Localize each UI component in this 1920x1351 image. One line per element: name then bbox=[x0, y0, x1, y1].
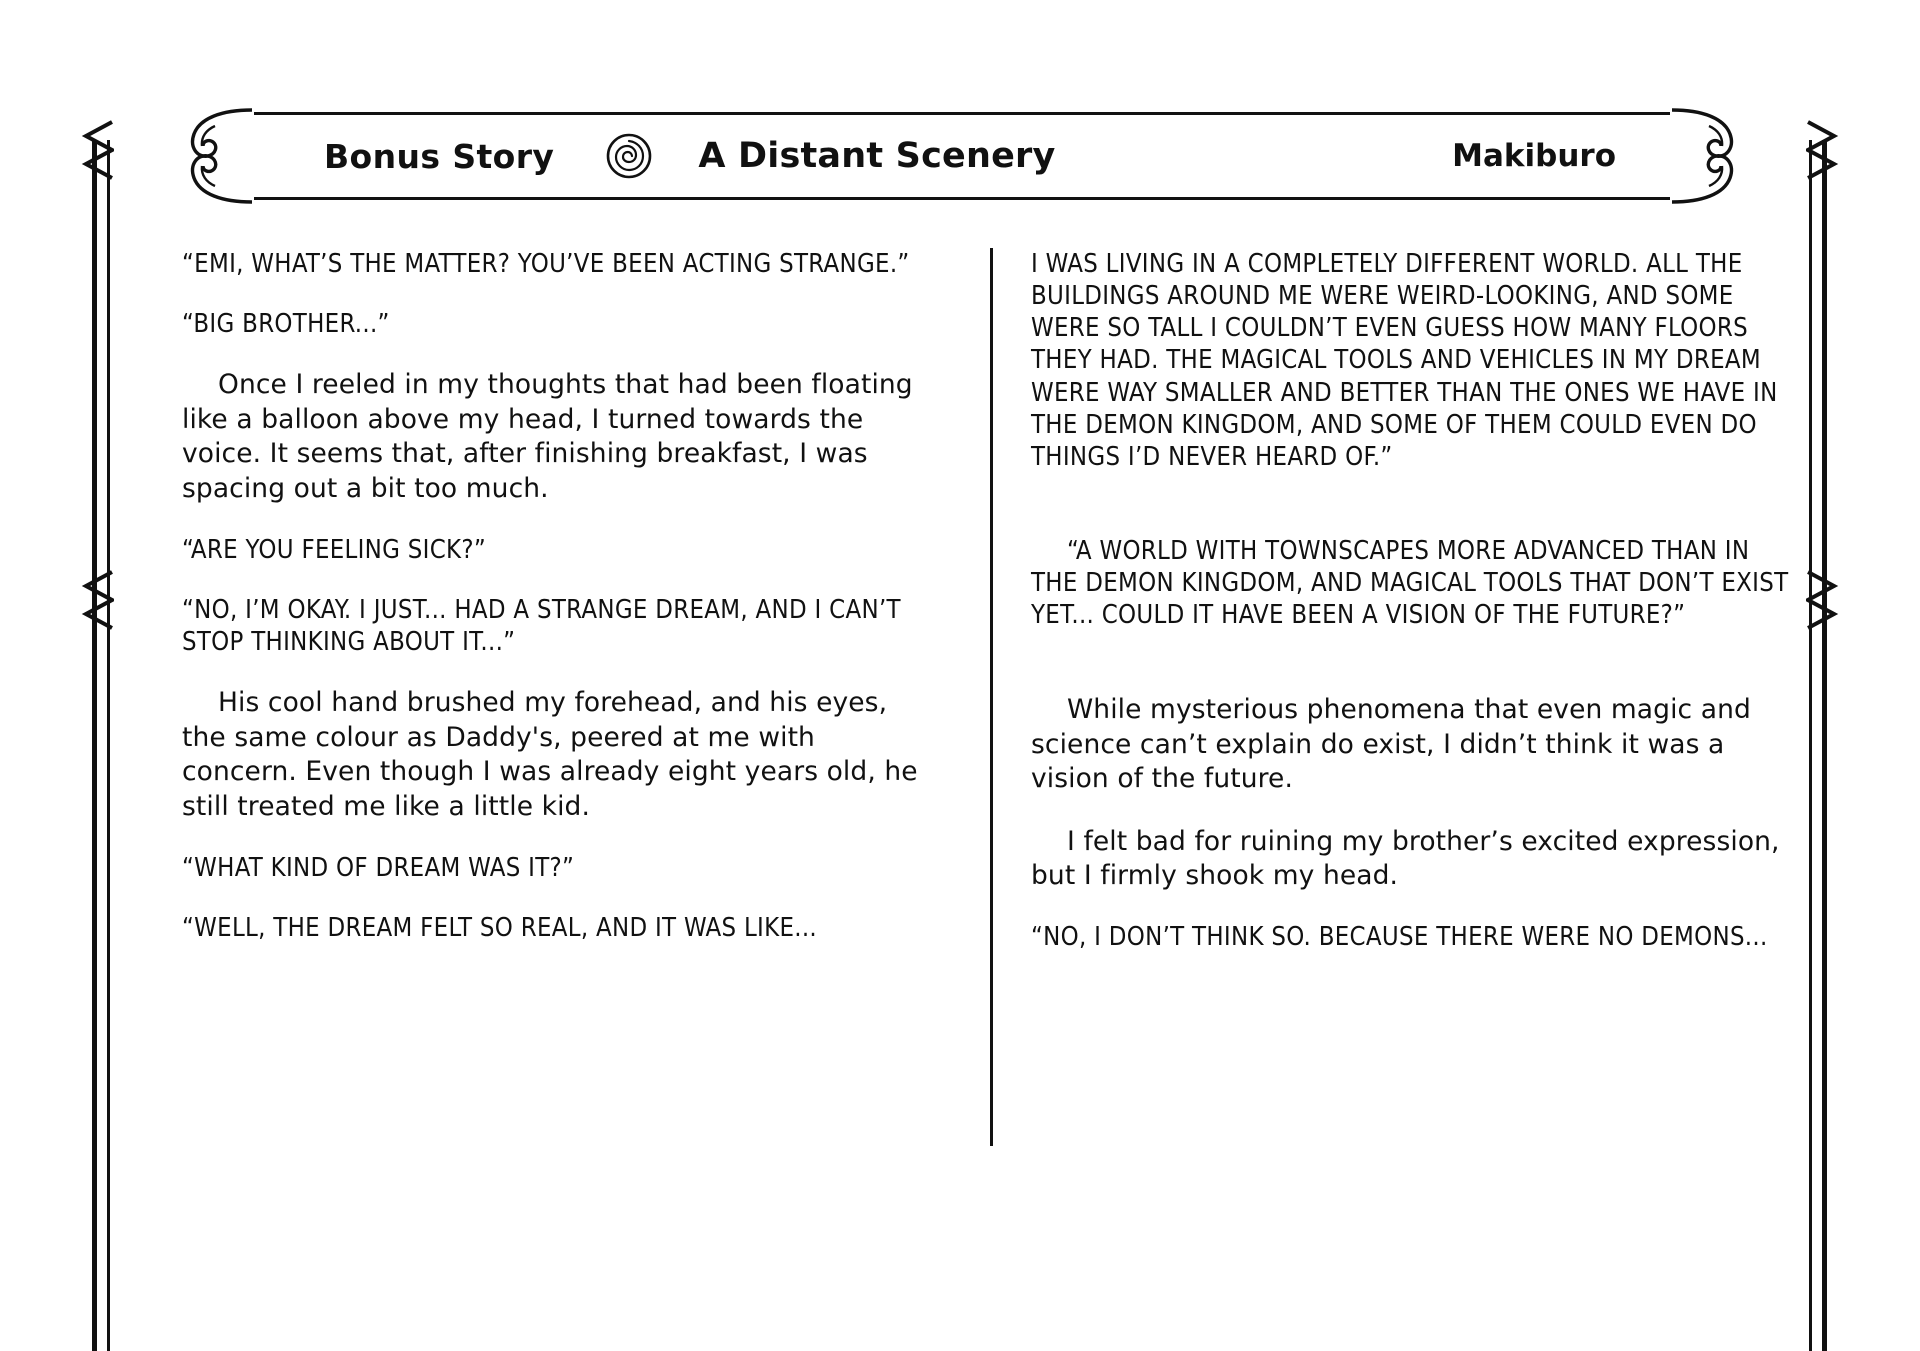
paragraph: I felt bad for ruining my brother’s excited expression, but I firmly shook my head. bbox=[1031, 825, 1780, 891]
column-divider bbox=[990, 248, 993, 1146]
story-body bbox=[182, 248, 1802, 1168]
column-left bbox=[182, 248, 972, 1168]
bonus-story-label: Bonus Story bbox=[324, 136, 555, 176]
paragraph: “A WORLD WITH TOWNSCAPES MORE ADVANCED THAN IN THE DEMON KINGDOM, AND MAGICAL TOOLS THAT DON’T EXIST YET... COULD IT HAVE BEEN A VISION OF THE FUTURE?” bbox=[1031, 535, 1789, 631]
paragraph: “NO, I’M OKAY. I JUST... HAD A STRANGE DREAM, AND I CAN’T STOP THINKING ABOUT IT...” bbox=[182, 595, 901, 658]
page-border-right-outer bbox=[1822, 140, 1827, 1351]
author-name: Makiburo bbox=[1452, 138, 1616, 174]
paragraph: While mysterious phenomena that even magic and science can’t explain do exist, I didn’t think it was a vision of the future. bbox=[1031, 694, 1751, 795]
paragraph-spacer bbox=[1031, 501, 1801, 535]
paragraph: “WELL, THE DREAM FELT SO REAL, AND IT WAS LIKE... bbox=[182, 913, 818, 944]
flourish-ornament-right-icon bbox=[1668, 104, 1742, 208]
flourish-ornament-left-icon bbox=[182, 104, 256, 208]
paragraph: His cool hand brushed my forehead, and his eyes, the same colour as Daddy's, peered at me with concern. Even though I was already eight years old, he still treated me like a little kid. bbox=[182, 687, 918, 822]
page-border-right-inner bbox=[1809, 140, 1812, 1351]
paragraph: Once I reeled in my thoughts that had been floating like a balloon above my head, I turned towards the voice. It seems that, after finishing breakfast, I was spacing out a bit too much. bbox=[182, 369, 913, 504]
paragraph: “EMI, WHAT’S THE MATTER? YOU’VE BEEN ACTING STRANGE.” bbox=[182, 249, 910, 279]
chevron-ornament-icon bbox=[80, 570, 114, 630]
chevron-ornament-icon bbox=[80, 120, 114, 180]
paragraph: “WHAT KIND OF DREAM WAS IT?” bbox=[182, 853, 575, 884]
story-title: A Distant Scenery bbox=[698, 136, 1056, 176]
column-right bbox=[1011, 248, 1801, 1168]
paragraph: I WAS LIVING IN A COMPLETELY DIFFERENT WORLD. ALL THE BUILDINGS AROUND ME WERE WEIRD-LOOKING, AND SOME WERE SO TALL I COULDN’T EVEN GUESS HOW MANY FLOORS THEY HAD. THE MAGICAL TOOLS AND VEHICLES IN MY DREAM WERE WAY SMALLER AND BETTER THAN THE ONES WE HAVE IN THE DEMON KINGDOM, AND SOME OF THEM COULD EVEN DO THINGS I’D NEVER HEARD OF.” bbox=[1031, 249, 1778, 472]
page-border-left-inner bbox=[107, 140, 110, 1351]
paragraph: “NO, I DON’T THINK SO. BECAUSE THERE WERE NO DEMONS... bbox=[1031, 922, 1768, 953]
chapter-header bbox=[182, 104, 1742, 208]
rose-icon bbox=[606, 133, 652, 179]
page-border-left-outer bbox=[92, 140, 97, 1351]
chevron-ornament-icon bbox=[1806, 570, 1840, 630]
chevron-ornament-icon bbox=[1806, 120, 1840, 180]
paragraph: “BIG BROTHER...” bbox=[182, 309, 390, 340]
paragraph: “ARE YOU FEELING SICK?” bbox=[182, 535, 487, 565]
paragraph-spacer bbox=[1031, 659, 1801, 693]
